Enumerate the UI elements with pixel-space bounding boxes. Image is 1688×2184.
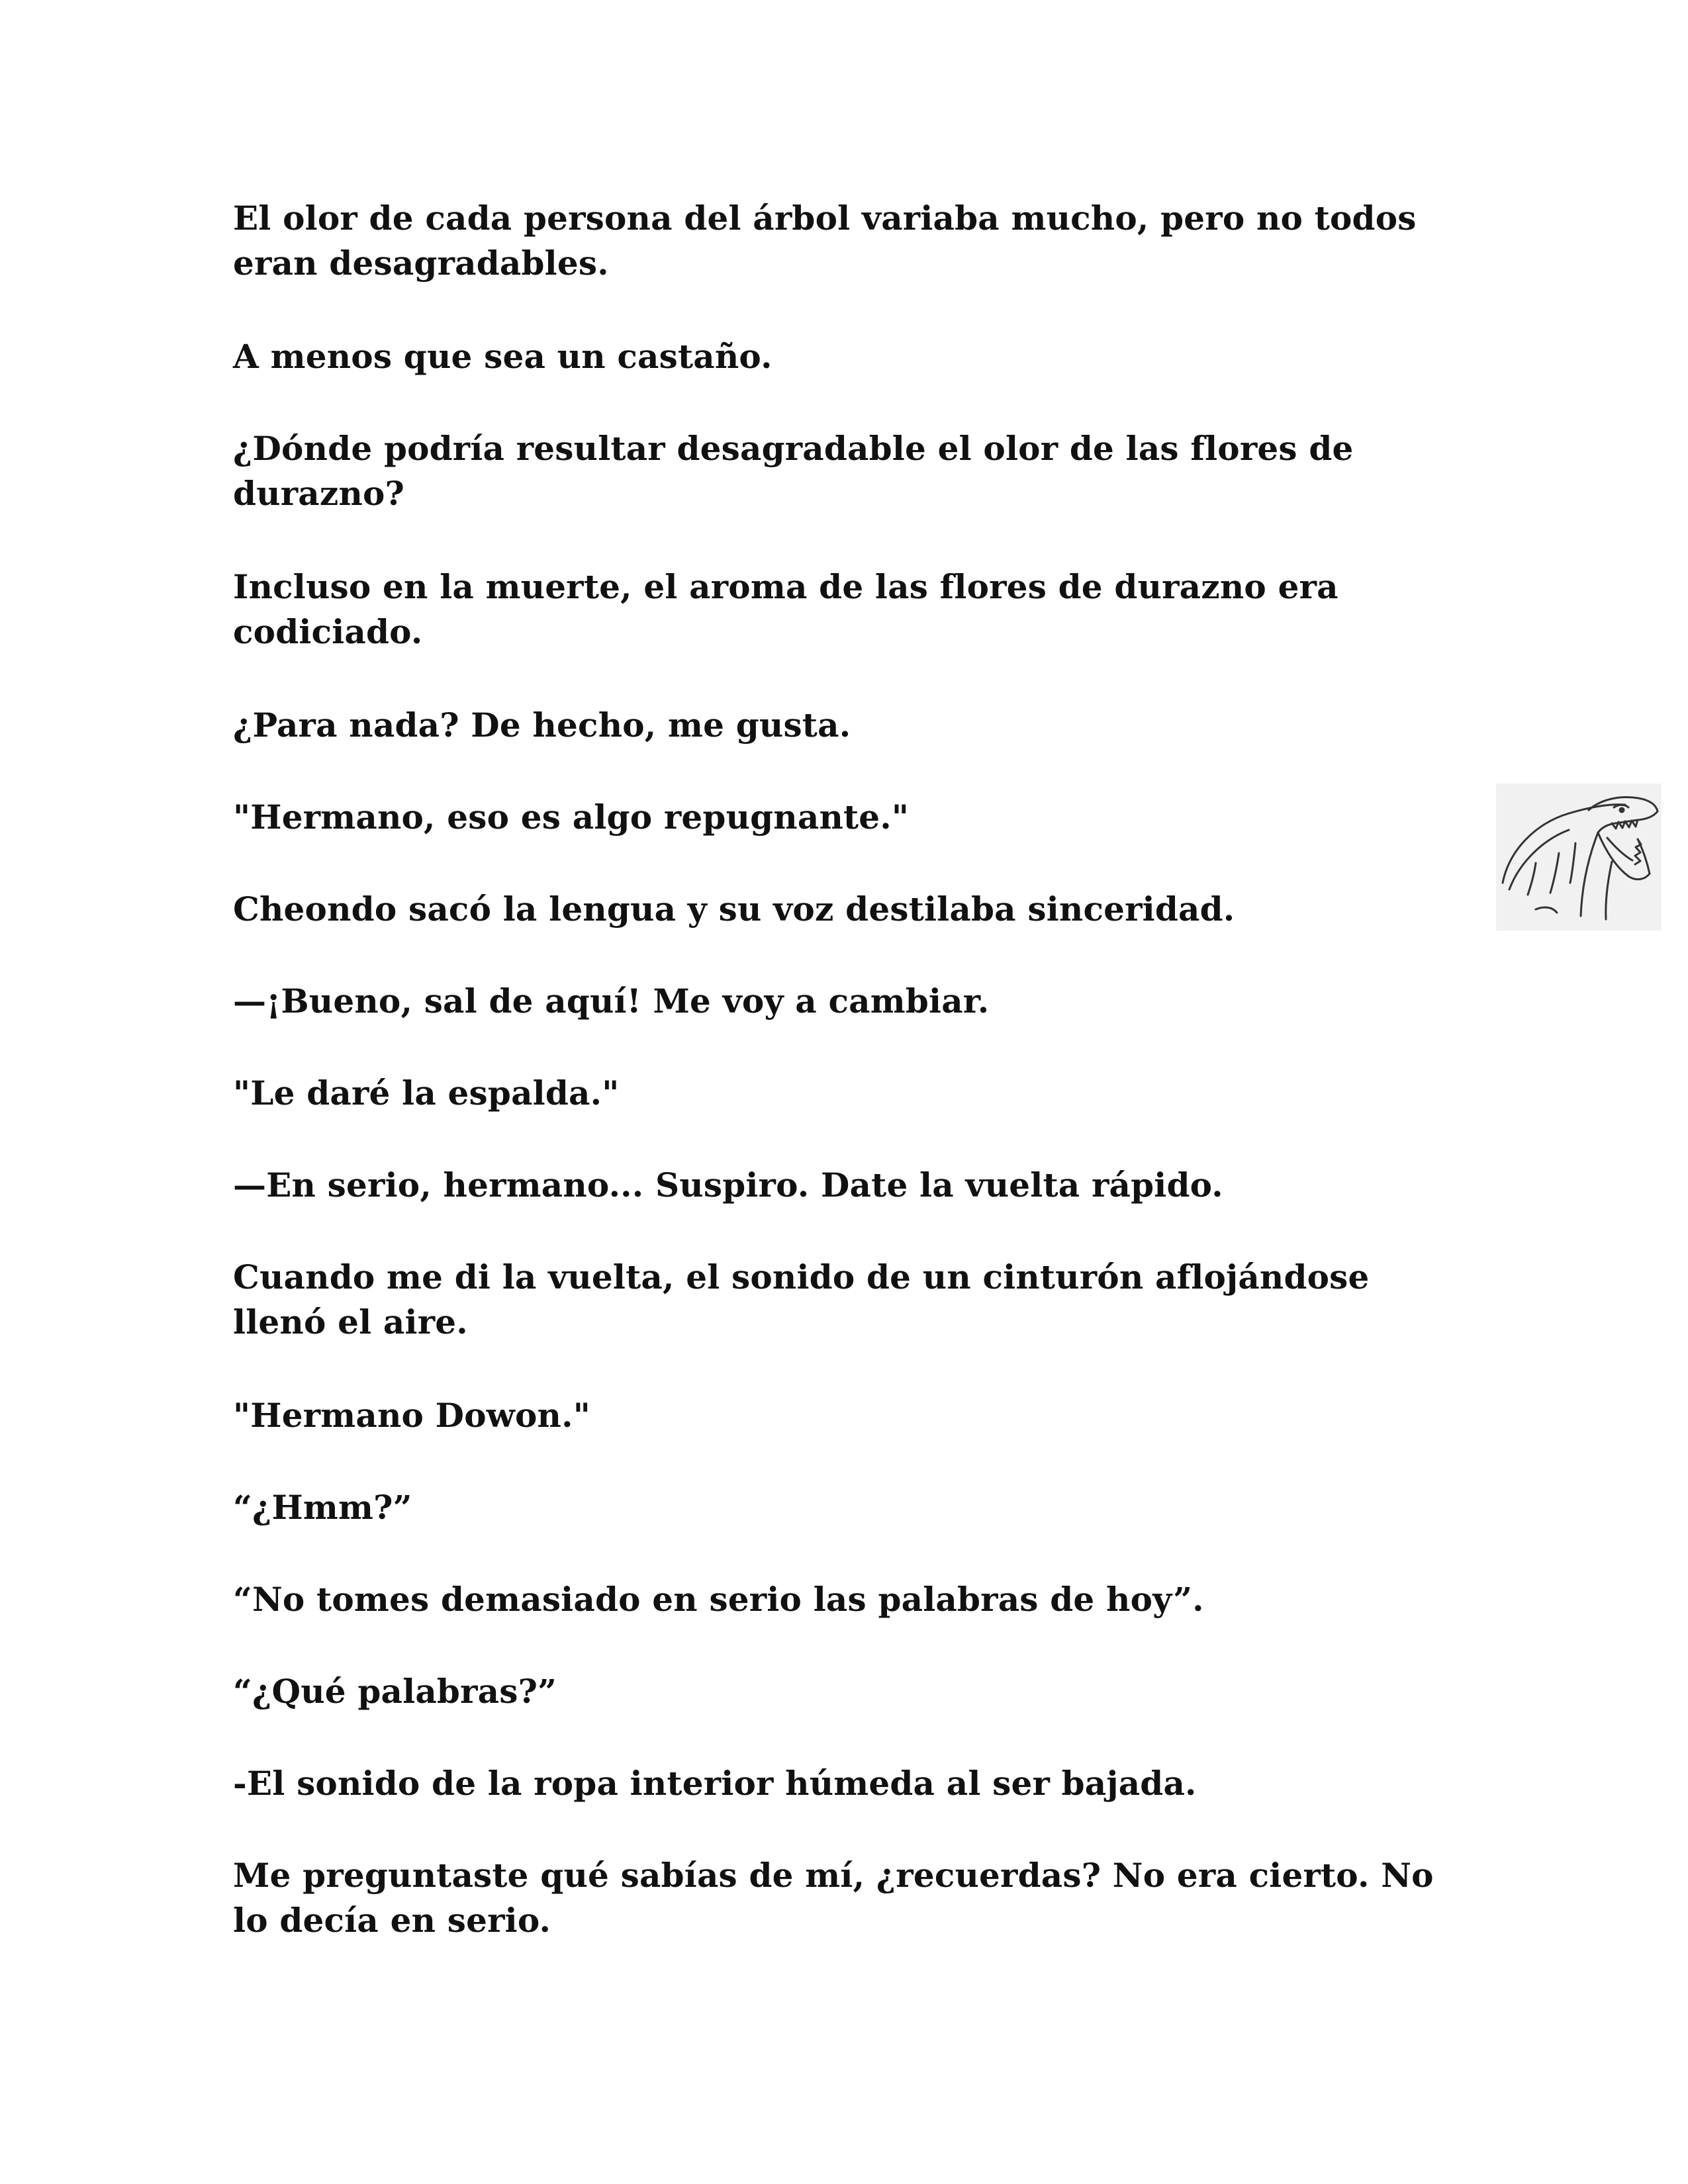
paragraph: "Hermano Dowon." xyxy=(233,1396,590,1435)
paragraph: —¡Bueno, sal de aquí! Me voy a cambiar. xyxy=(233,981,990,1021)
paragraph: Cheondo sacó la lengua y su voz destilaba sinceridad. xyxy=(233,889,1235,929)
paragraph: ¿Para nada? De hecho, me gusta. xyxy=(233,705,851,745)
paragraph: Cuando me di la vuelta, el sonido de un cinturón aflojándose llenó el aire. xyxy=(233,1257,1370,1342)
paragraph: “¿Qué palabras?” xyxy=(233,1672,557,1711)
paragraph: —En serio, hermano... Suspiro. Date la vuelta rápido. xyxy=(233,1165,1223,1205)
paragraph: ¿Dónde podría resultar desagradable el olor de las flores de durazno? xyxy=(233,429,1354,513)
document-body xyxy=(233,196,1464,1991)
paragraph: A menos que sea un castaño. xyxy=(233,337,773,376)
paragraph: "Hermano, eso es algo repugnante." xyxy=(233,797,910,837)
paragraph: “¿Hmm?” xyxy=(233,1488,412,1527)
paragraph: Me preguntaste qué sabías de mí, ¿recuerdas? No era cierto. No lo decía en serio. xyxy=(233,1856,1434,1940)
paragraph: Incluso en la muerte, el aroma de las flores de durazno era codiciado. xyxy=(233,567,1338,651)
paragraph: El olor de cada persona del árbol variaba mucho, pero no todos eran desagradables. xyxy=(233,199,1417,283)
dinosaur-sketch-icon xyxy=(1496,784,1662,931)
paragraph: “No tomes demasiado en serio las palabras de hoy”. xyxy=(233,1580,1204,1619)
paragraph: -El sonido de la ropa interior húmeda al ser bajada. xyxy=(233,1764,1197,1803)
paragraph: "Le daré la espalda." xyxy=(233,1073,620,1113)
